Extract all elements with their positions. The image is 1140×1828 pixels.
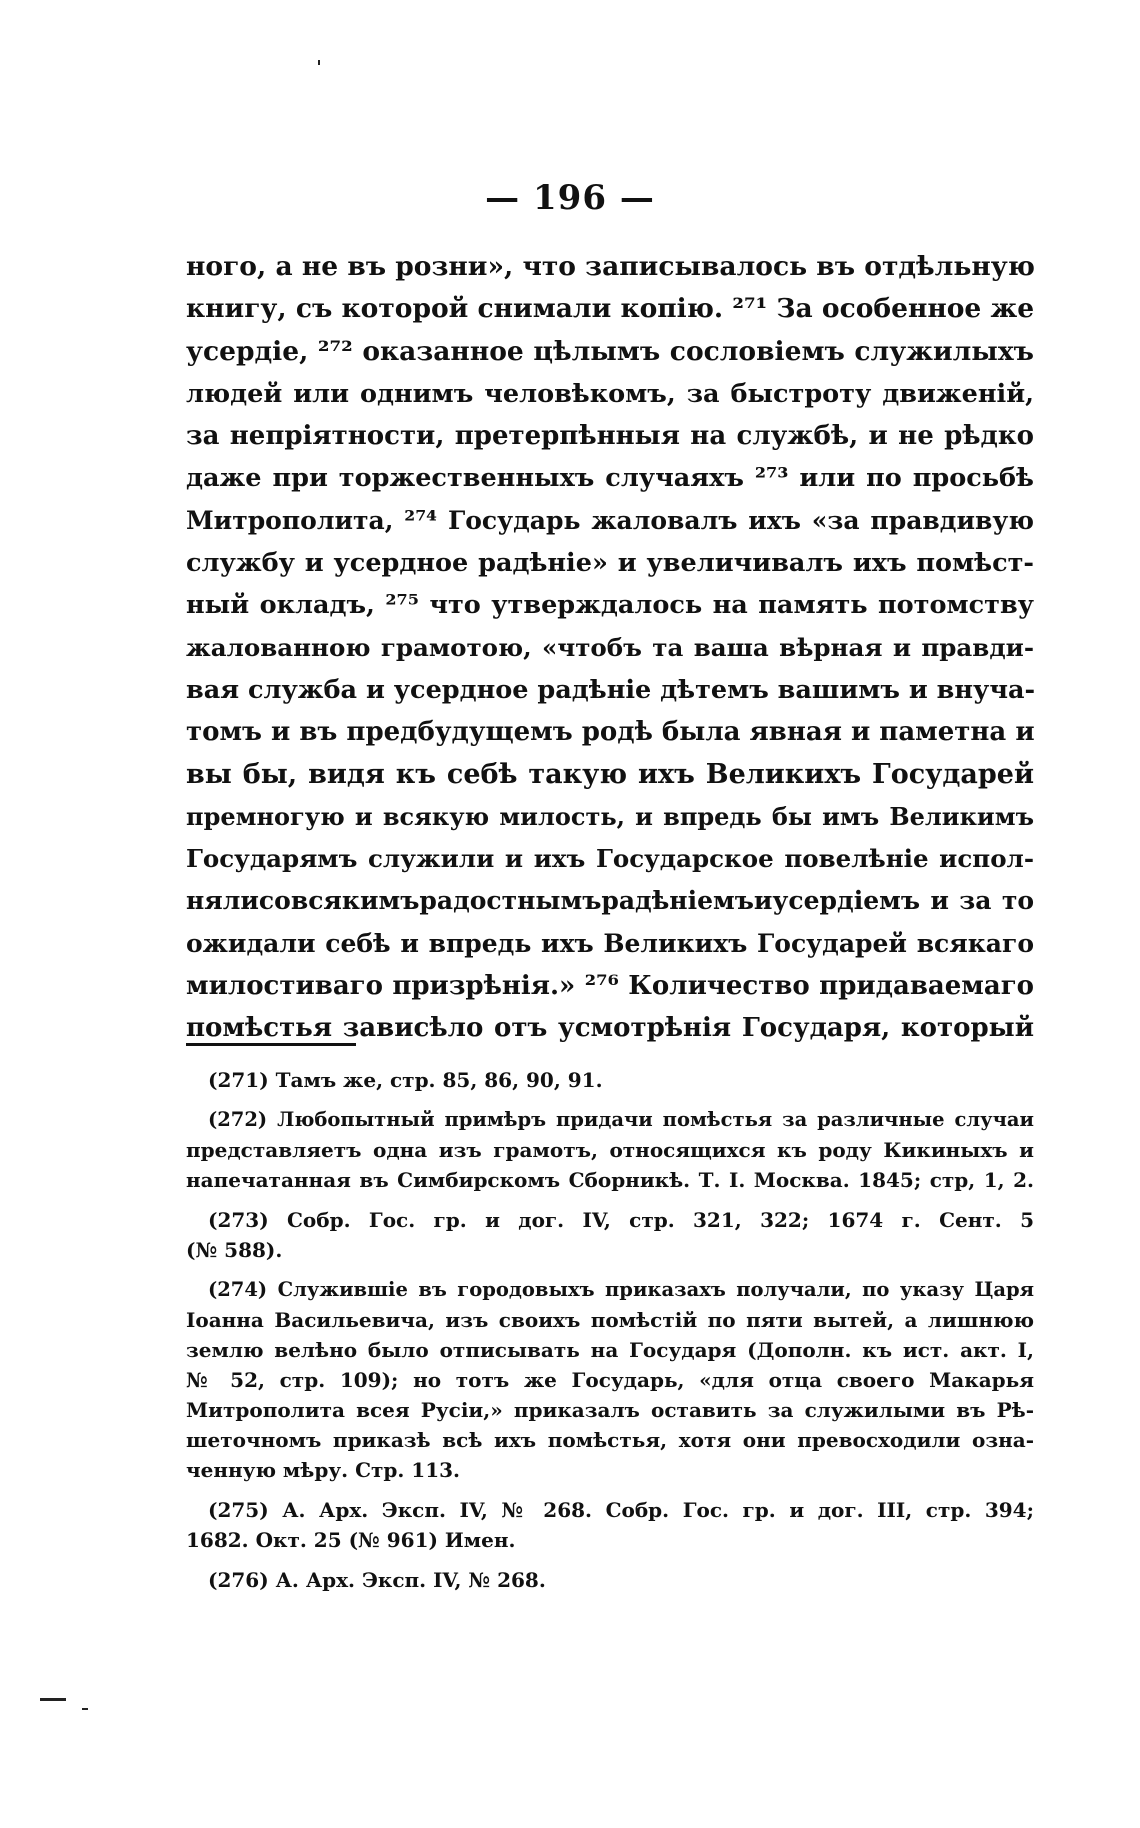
footnote-line: (274) Служившіе въ городовыхъ приказахъ получали, по указу Царя (208, 1278, 1034, 1301)
footnote-line: (275) А. Арх. Эксп. IV, № 268. Собр. Гос. гр. и дог. III, стр. 394; (208, 1498, 1034, 1522)
footnote-line: напечатанная въ Симбирскомъ Сборникѣ. Т. I. Москва. 1845; стр, 1, 2. (186, 1168, 1034, 1192)
text-line: людей или однимъ человѣкомъ, за быстроту движеній, (186, 378, 1034, 409)
footnote-276 (186, 1565, 1034, 1595)
footnote-line: представляетъ одна изъ грамотъ, относящихся къ роду Кикиныхъ и (186, 1138, 1034, 1162)
footnote-line: шеточномъ приказѣ всѣ ихъ помѣстья, хотя они превосходили озна- (186, 1428, 1034, 1452)
text-line: службу и усердное радѣніе» и увеличивалъ ихъ помѣст- (186, 548, 1034, 579)
footnote-line: (273) Собр. Гос. гр. и дог. IV, стр. 321, 322; 1674 г. Сент. 5 (208, 1208, 1034, 1232)
text-line: милостиваго призрѣнія.» ²⁷⁶ Количество придаваемаго (186, 971, 1034, 1002)
footnote-line: землю велѣно было отписывать на Государя (Дополн. къ ист. акт. I, (186, 1338, 1034, 1362)
text-line: Митрополита, ²⁷⁴ Государь жаловалъ ихъ «за правдивую (186, 505, 1034, 535)
footnote-275 (186, 1495, 1034, 1555)
footnote-line: Митрополита всея Русіи,» приказалъ оставить за служилыми въ Рѣ- (186, 1398, 1034, 1422)
footnote-273 (186, 1205, 1034, 1265)
footnote-line: 1682. Окт. 25 (№ 961) Имен. (186, 1528, 516, 1552)
text-line: премногую и всякую милость, и впредь бы имъ Великимъ (186, 801, 1034, 831)
page-number: — 196 — (485, 178, 655, 218)
main-text (186, 246, 1034, 1050)
text-line: Государямъ служили и ихъ Государское повелѣніе испол- (186, 844, 1034, 874)
footnote-line: (271) Тамъ же, стр. 85, 86, 90, 91. (208, 1068, 603, 1092)
text-line: усердіе, ²⁷² оказанное цѣлымъ сословіемъ служилыхъ (186, 335, 1034, 367)
text-line: ожидали себѣ и впредь ихъ Великихъ Государей всякаго (186, 928, 1034, 958)
text-line: помѣстья зависѣло отъ усмотрѣнія Государя, который (186, 1013, 1034, 1044)
footnote-line: № 52, стр. 109); но тотъ же Государь, «для отца своего Макарья (186, 1368, 1034, 1392)
text-line: ный окладъ, ²⁷⁵ что утверждалось на память потомству (186, 590, 1034, 621)
footnote-separator (186, 1043, 356, 1046)
footnote-line: (276) А. Арх. Эксп. IV, № 268. (208, 1568, 546, 1592)
scan-artifact-mark (82, 1708, 88, 1710)
footnote-271 (186, 1065, 1034, 1095)
text-line: жалованною грамотою, «чтобъ та ваша вѣрная и правди- (186, 632, 1034, 662)
text-line: книгу, съ которой снимали копію. ²⁷¹ За особенное же (186, 293, 1035, 325)
text-line: за непріятности, претерпѣнныя на службѣ, и не рѣдко (186, 421, 1034, 452)
text-line: вы бы, видя къ себѣ такую ихъ Великихъ Государей (186, 758, 1034, 790)
footnote-272 (186, 1105, 1034, 1195)
text-line: ного, а не въ розни», что записывалось въ отдѣльную (186, 251, 1035, 282)
footnote-line: (№ 588). (186, 1238, 283, 1262)
scan-artifact-mark (40, 1698, 66, 1701)
text-line: даже при торжественныхъ случаяхъ ²⁷³ или по просьбѣ (186, 463, 1034, 494)
footnote-line: (272) Любопытный примѣръ придачи помѣстья за различные случаи (208, 1108, 1034, 1131)
scan-artifact-mark (318, 60, 320, 65)
text-line: нялисовсякимърадостнымърадѣніемъиусердіемъ и за то (186, 886, 1034, 916)
footnote-274 (186, 1275, 1034, 1485)
footnote-line: Іоанна Васильевича, изъ своихъ помѣстій по пяти вытей, а лишнюю (186, 1308, 1034, 1332)
footnotes (186, 1065, 1034, 1605)
text-line: вая служба и усердное радѣніе дѣтемъ вашимъ и внуча- (186, 674, 1036, 705)
text-line: томъ и въ предбудущемъ родѣ была явная и паметна и (186, 717, 1035, 748)
footnote-line: ченную мѣру. Стр. 113. (186, 1458, 460, 1482)
